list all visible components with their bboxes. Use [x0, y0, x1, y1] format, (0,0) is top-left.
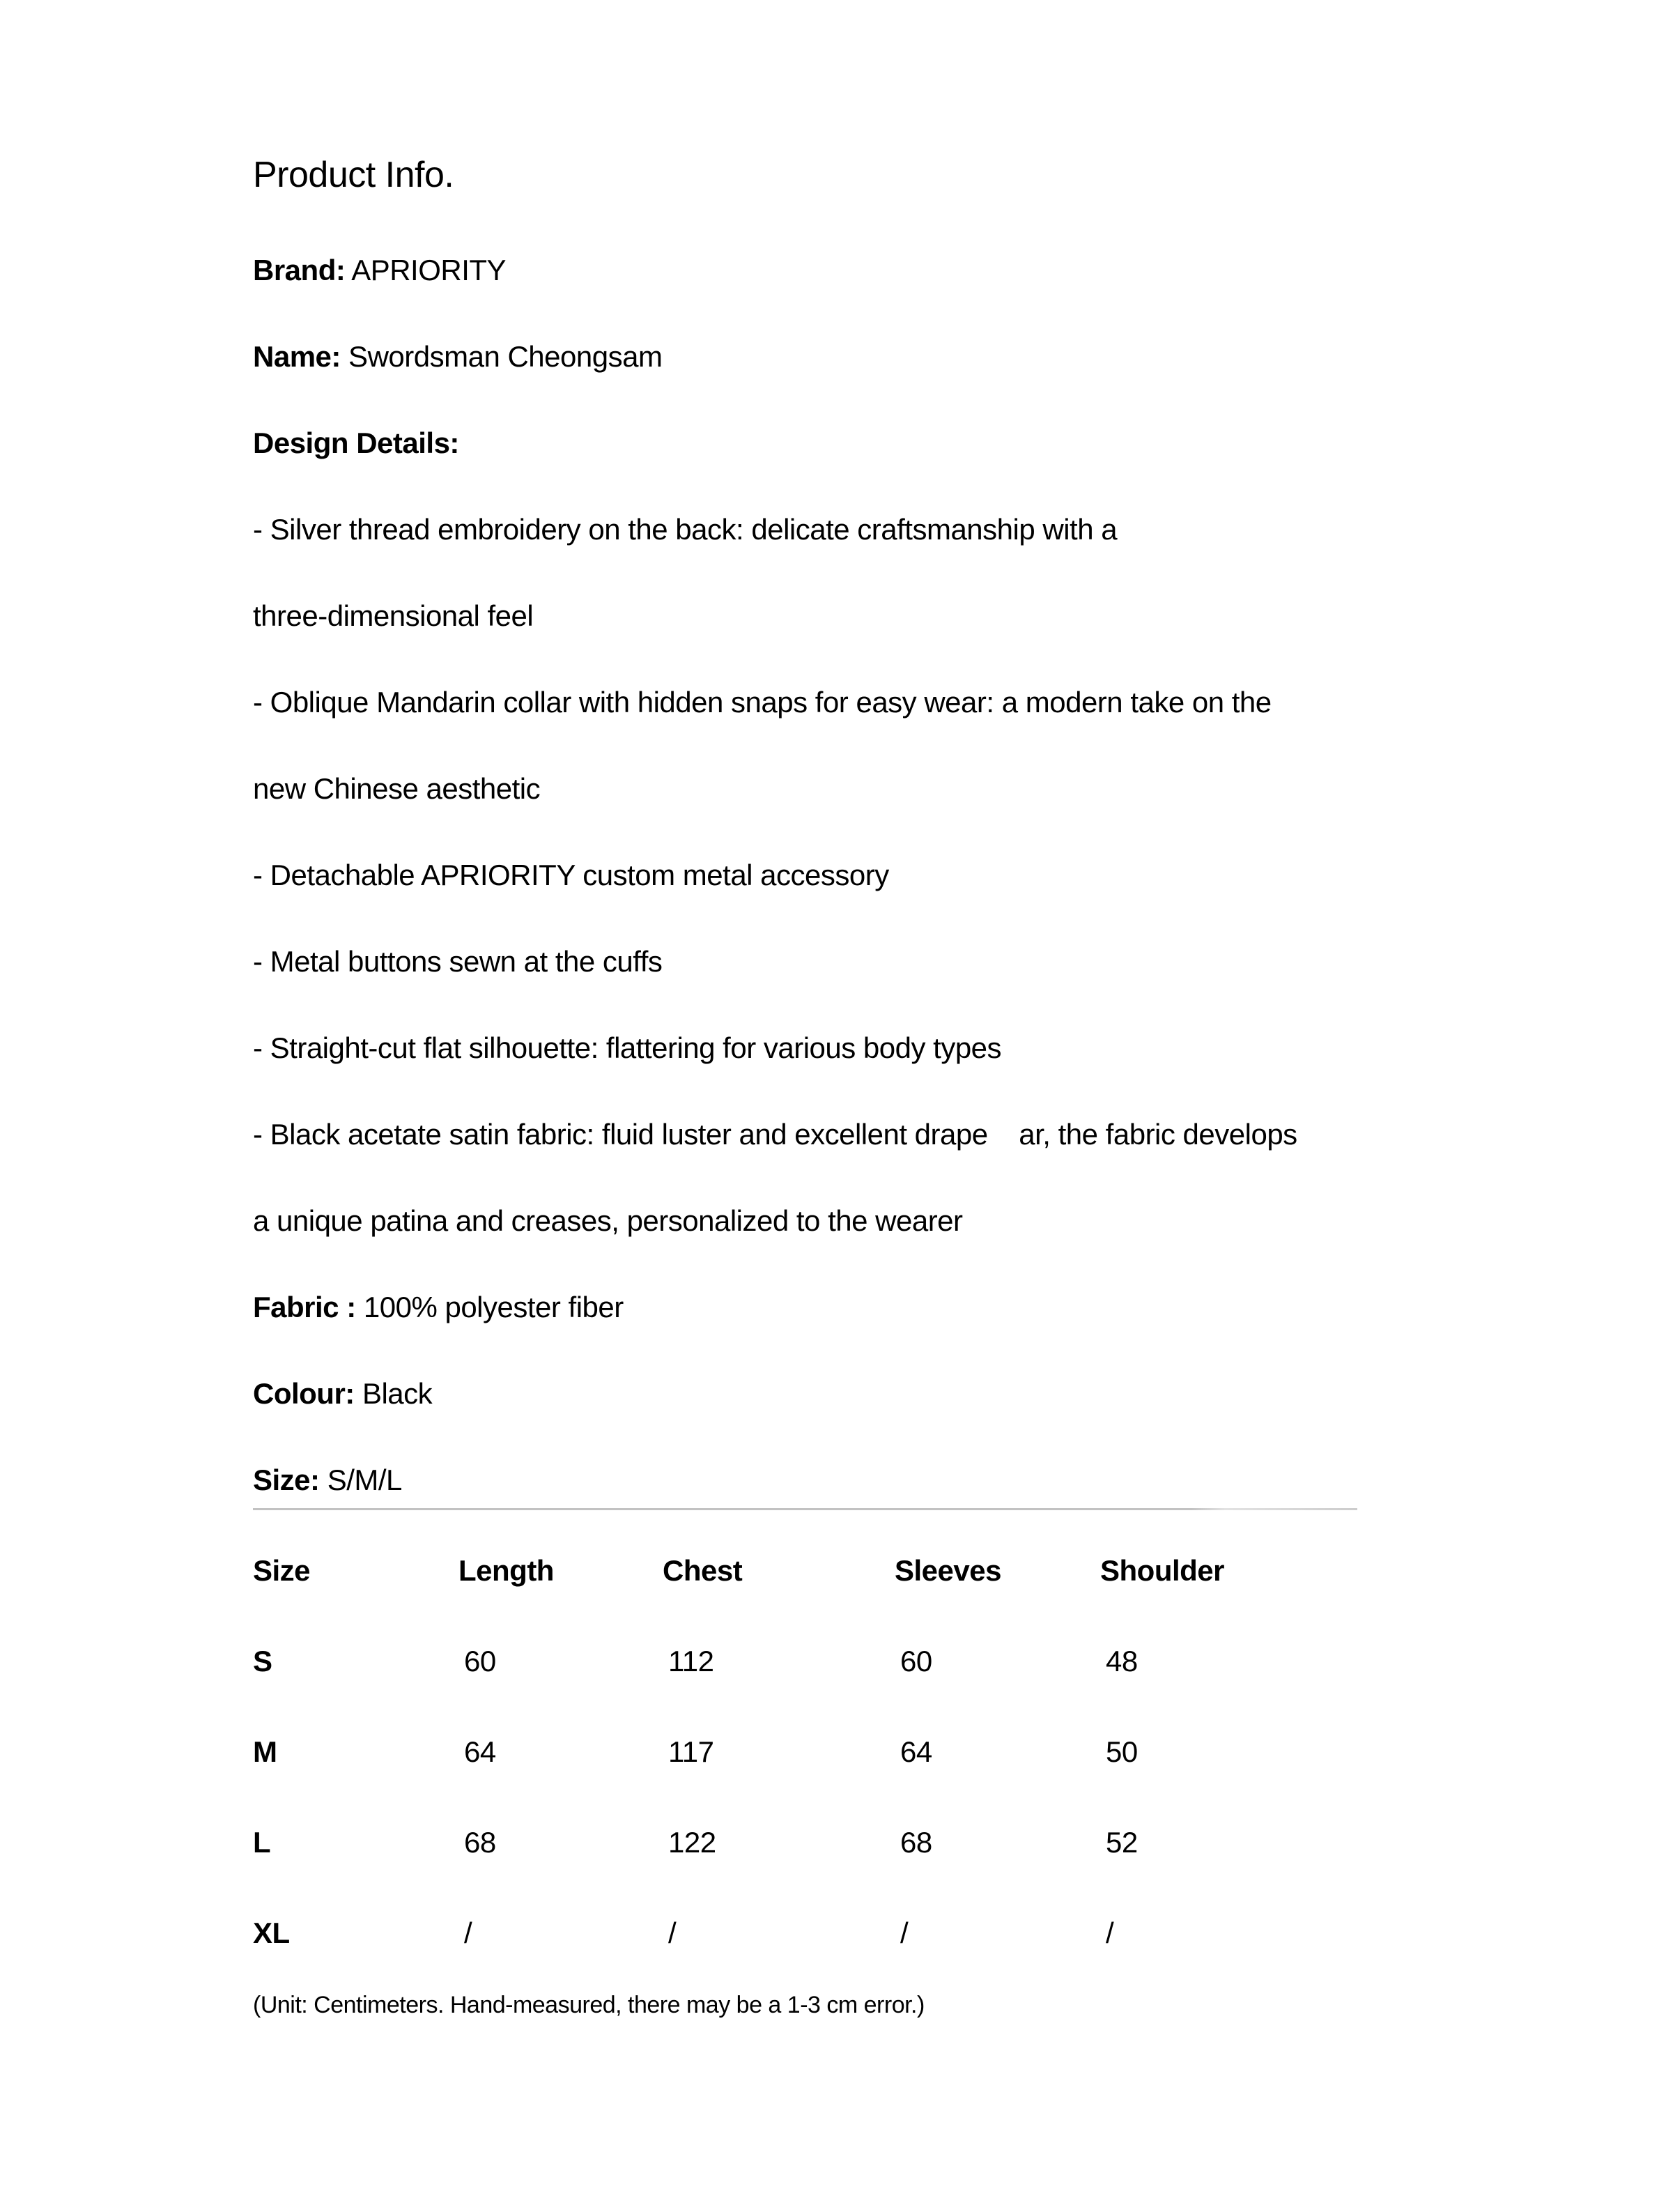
detail-detachable-accessory-line — [253, 832, 1638, 919]
measurement-note: (Unit: Centimeters. Hand-measured, there may be a 1-3 cm error.) — [253, 1992, 925, 2018]
size-value: S/M/L — [319, 1464, 402, 1496]
name-value: Swordsman Cheongsam — [340, 340, 663, 373]
fabric-label: Fabric : — [253, 1291, 356, 1323]
table-cell: / — [900, 1917, 909, 1949]
table-cell: 68 — [900, 1826, 932, 1859]
column-header-size: Size — [253, 1554, 311, 1587]
brand-value: APRIORITY — [345, 254, 507, 286]
row-label-m: M — [253, 1735, 277, 1768]
table-cell: 68 — [464, 1826, 496, 1859]
line-text: - Metal buttons sewn at the cuffs — [253, 945, 663, 978]
table-cell: 64 — [900, 1735, 932, 1768]
detail-silver-thread-line — [253, 486, 1638, 573]
detail-metal-buttons-line — [253, 919, 1638, 1005]
table-cell: / — [1106, 1917, 1114, 1949]
row-label-xl: XL — [253, 1917, 290, 1949]
page-title: Product Info. — [253, 155, 454, 195]
line-text: - Oblique Mandarin collar with hidden snaps for easy wear: a modern take on the — [253, 686, 1272, 719]
column-header-sleeves: Sleeves — [895, 1554, 1001, 1587]
table-cell: 60 — [900, 1645, 932, 1677]
design-details-heading — [253, 400, 1638, 486]
row-label-s: S — [253, 1645, 272, 1677]
name-line — [253, 314, 1638, 400]
table-cell: / — [464, 1917, 472, 1949]
detail-oblique-collar-line — [253, 659, 1638, 746]
table-cell: 48 — [1106, 1645, 1138, 1677]
brand-label: Brand: — [253, 254, 346, 286]
table-cell: 50 — [1106, 1735, 1138, 1768]
detail-new-chinese-line — [253, 746, 1638, 832]
colour-value: Black — [354, 1377, 433, 1410]
line-text: - Silver thread embroidery on the back: delicate craftsmanship with a — [253, 513, 1118, 546]
table-cell: 52 — [1106, 1826, 1138, 1859]
line-text: new Chinese aesthetic — [253, 772, 541, 805]
column-header-shoulder: Shoulder — [1100, 1554, 1225, 1587]
fabric-line — [253, 1264, 1638, 1351]
table-cell: 64 — [464, 1735, 496, 1768]
column-header-chest: Chest — [663, 1554, 743, 1587]
table-cell: 122 — [668, 1826, 716, 1859]
line-text: - Black acetate satin fabric: fluid luster and excellent drape ar, the fabric develops — [253, 1118, 1297, 1151]
line-text: three-dimensional feel — [253, 599, 534, 632]
table-cell: / — [668, 1917, 677, 1949]
size-line — [253, 1437, 1638, 1523]
divider-line — [253, 1508, 1357, 1510]
detail-straight-cut-line — [253, 1005, 1638, 1091]
brand-line — [253, 227, 1638, 314]
design-details-label: Design Details: — [253, 427, 459, 459]
fabric-value: 100% polyester fiber — [355, 1291, 624, 1323]
row-label-l: L — [253, 1826, 271, 1859]
line-text: - Detachable APRIORITY custom metal accessory — [253, 859, 889, 891]
colour-label: Colour: — [253, 1377, 355, 1410]
table-cell: 117 — [668, 1735, 714, 1768]
line-text: a unique patina and creases, personalized to the wearer — [253, 1204, 963, 1237]
detail-patina-line — [253, 1178, 1638, 1264]
name-label: Name: — [253, 340, 341, 373]
table-cell: 112 — [668, 1645, 714, 1677]
table-cell: 60 — [464, 1645, 496, 1677]
detail-three-dimensional-line — [253, 573, 1638, 659]
column-header-length: Length — [458, 1554, 554, 1587]
line-text: - Straight-cut flat silhouette: flattering for various body types — [253, 1031, 1002, 1064]
size-chart-table — [253, 1526, 1357, 1979]
size-label: Size: — [253, 1464, 320, 1496]
colour-line — [253, 1351, 1638, 1437]
detail-black-acetate-line — [253, 1091, 1638, 1178]
